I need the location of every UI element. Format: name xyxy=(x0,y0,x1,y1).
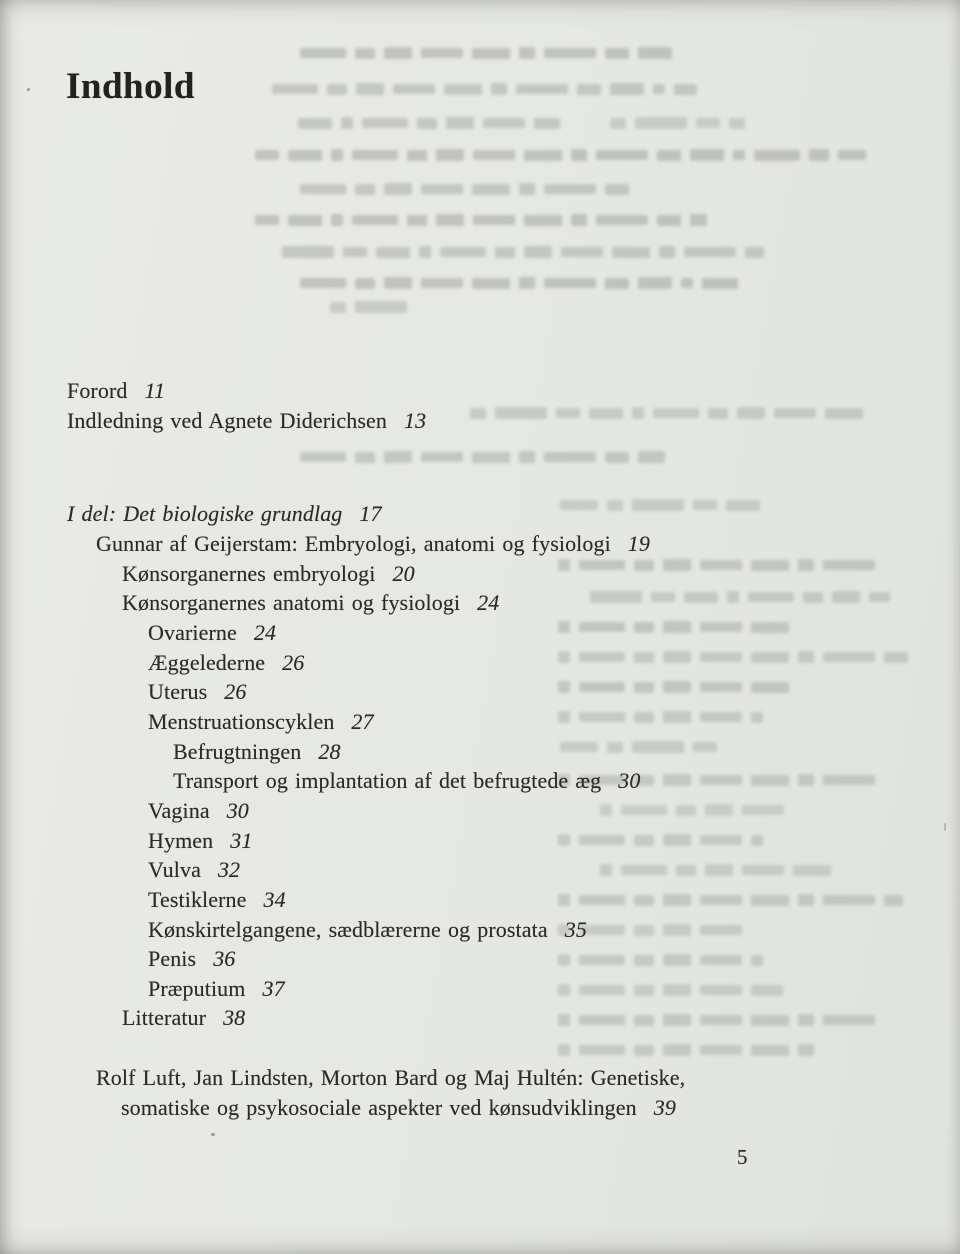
page-number: 5 xyxy=(737,1145,748,1169)
bleed-through-line xyxy=(300,182,648,196)
toc-entry-page: 32 xyxy=(217,857,241,883)
toc-entry-page: 39 xyxy=(653,1094,676,1120)
bleed-through-line xyxy=(255,213,707,227)
toc-entry xyxy=(67,376,915,406)
toc-entry xyxy=(67,826,915,856)
toc-entry-page: 24 xyxy=(253,619,277,645)
toc-entry-label: Menstruationscyklen 27 xyxy=(148,708,374,734)
toc-entry-page: 27 xyxy=(351,708,374,734)
bleed-through-line xyxy=(300,46,685,60)
toc-entry xyxy=(67,588,915,618)
toc-entry xyxy=(67,559,915,589)
bleed-through-line xyxy=(272,82,697,96)
bleed-through-line xyxy=(330,300,425,314)
toc-entry-label: Præputium 37 xyxy=(148,975,285,1001)
toc-entry-label: Vagina 30 xyxy=(148,797,249,823)
bleed-through-line xyxy=(255,148,870,162)
bleed-through-line xyxy=(298,116,560,130)
toc-entry xyxy=(67,677,915,707)
bleed-through-line xyxy=(610,116,745,130)
toc-entry-label: Kønsorganernes anatomi og fysiologi 24 xyxy=(122,590,500,616)
toc-entry-page: 28 xyxy=(318,738,341,764)
toc-entry-label: Transport og implantation af det befrugtede æg 30 xyxy=(173,768,641,794)
toc-entry-label: Penis 36 xyxy=(148,946,236,972)
toc-entry-label: I del: Det biologiske grundlag 17 xyxy=(67,501,382,527)
toc-entry-label: Litteratur 38 xyxy=(122,1005,246,1031)
bleed-through-line xyxy=(282,245,764,259)
toc-entry-page: 13 xyxy=(404,407,427,433)
toc-entry-label: Uterus 26 xyxy=(148,679,247,705)
toc-entry-label: Testiklerne 34 xyxy=(148,886,286,912)
bleed-through-line xyxy=(300,276,738,290)
toc-entry-label: Rolf Luft, Jan Lindsten, Morton Bard og Maj Hultén: Genetiske, xyxy=(96,1065,686,1091)
toc-entry xyxy=(67,529,915,559)
toc-entry-label: Ovarierne 24 xyxy=(148,619,277,645)
toc-entry-label: somatiske og psykosociale aspekter ved kønsudviklingen 39 xyxy=(121,1094,676,1120)
toc-entry-page: 30 xyxy=(226,797,249,823)
toc-entry-page: 24 xyxy=(477,590,500,616)
paper-speck xyxy=(27,88,30,91)
toc-entry xyxy=(67,915,915,945)
toc-entry xyxy=(67,707,915,737)
toc-entry xyxy=(67,885,915,915)
toc-entry xyxy=(67,1063,915,1122)
toc-entry xyxy=(67,618,915,648)
toc-entry xyxy=(67,737,915,767)
table-of-contents xyxy=(67,376,915,1122)
toc-entry-page: 37 xyxy=(262,975,285,1001)
toc-entry-page: 19 xyxy=(627,530,650,556)
toc-entry xyxy=(67,974,915,1004)
toc-entry-label: Kønsorganernes embryologi 20 xyxy=(122,560,415,586)
toc-entry xyxy=(67,648,915,678)
toc-entry-label: Vulva 32 xyxy=(148,857,241,883)
toc-entry-page: 30 xyxy=(618,768,641,794)
toc-entry-label: Befrugtningen 28 xyxy=(173,738,341,764)
toc-entry xyxy=(67,766,915,796)
toc-entry-page: 36 xyxy=(213,946,236,972)
toc-entry-page: 26 xyxy=(224,679,247,705)
toc-entry xyxy=(67,1003,915,1033)
toc-entry xyxy=(67,796,915,826)
toc-entry-page: 35 xyxy=(564,916,587,942)
toc-entry-label: Indledning ved Agnete Diderichsen 13 xyxy=(67,407,427,433)
toc-entry-page: 26 xyxy=(282,649,305,675)
toc-entry-label: Hymen 31 xyxy=(148,827,253,853)
toc-entry-label: Kønskirtelgangene, sædblærerne og prostata 35 xyxy=(148,916,587,942)
toc-entry-label: Æggelederne 26 xyxy=(148,649,305,675)
toc-entry-label: Forord 11 xyxy=(67,378,166,403)
toc-entry xyxy=(67,406,915,436)
toc-entry-page: 31 xyxy=(230,827,253,853)
toc-entry-page: 34 xyxy=(263,886,286,912)
toc-entry-page: 20 xyxy=(392,560,415,586)
toc-entry-page: 38 xyxy=(223,1005,246,1031)
toc-entry xyxy=(67,944,915,974)
toc-entry xyxy=(67,499,915,529)
toc-entry-page: 17 xyxy=(359,501,382,527)
paper-speck xyxy=(944,823,946,831)
toc-entry-label: Gunnar af Geijerstam: Embryologi, anatomi og fysiologi 19 xyxy=(96,530,650,556)
paper-speck xyxy=(211,1133,215,1136)
toc-entry xyxy=(67,855,915,885)
toc-entry-page: 11 xyxy=(144,378,166,403)
page-title: Indhold xyxy=(66,65,195,107)
